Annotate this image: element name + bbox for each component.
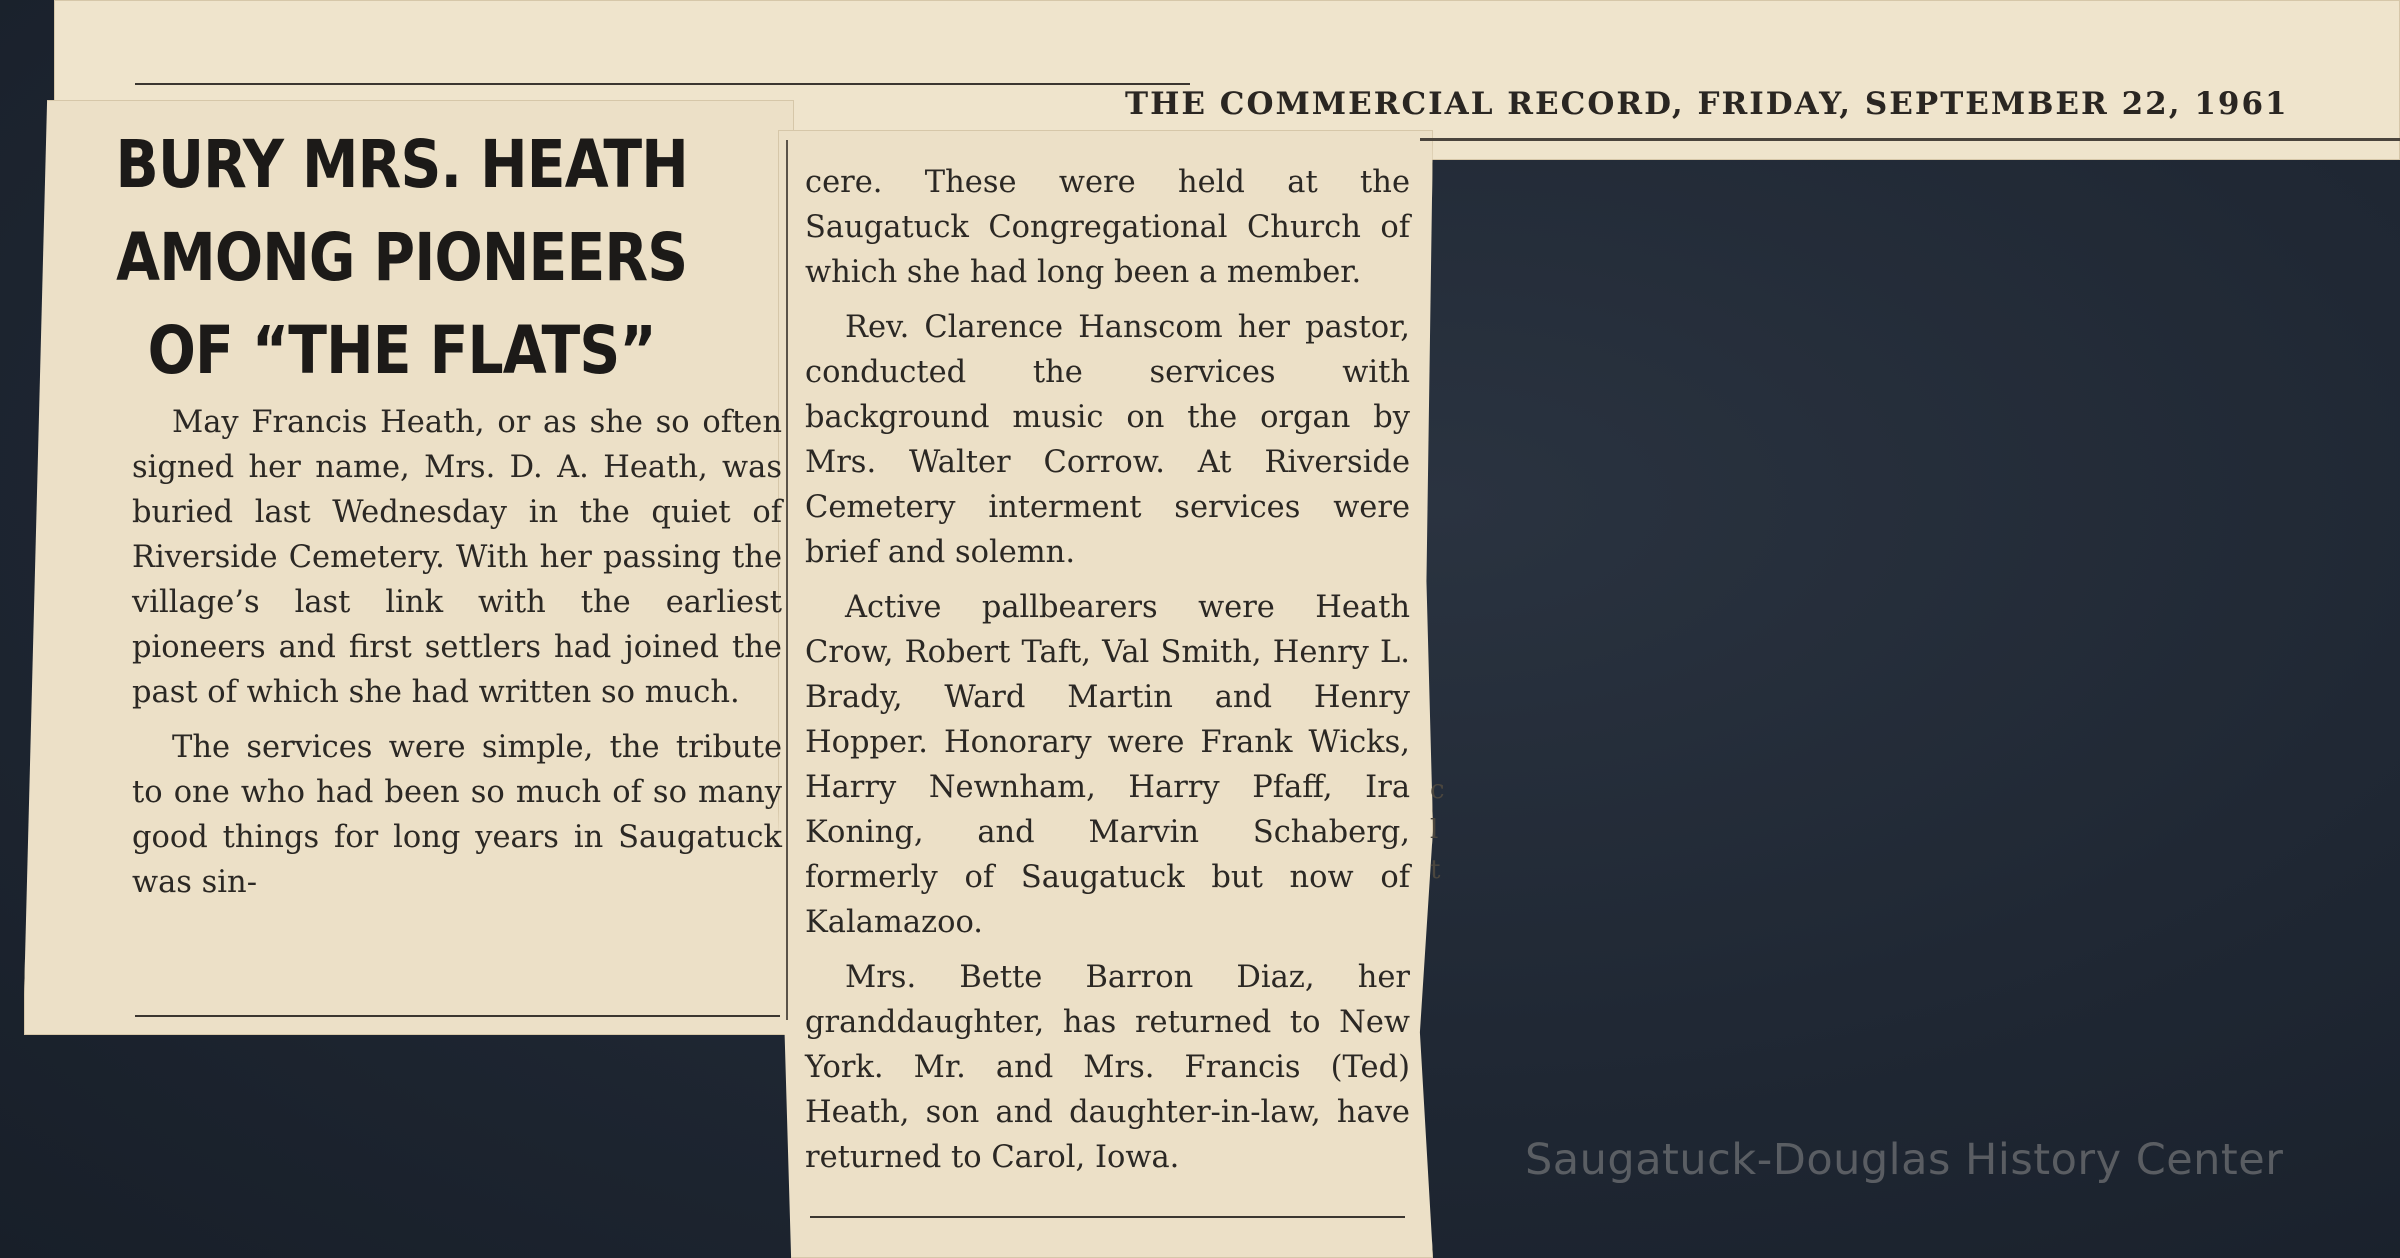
masthead: THE COMMERCIAL RECORD, FRIDAY, SEPTEMBER 22, 1961 bbox=[1125, 86, 2289, 122]
headline-line: BURY MRS. HEATH bbox=[115, 126, 688, 203]
left-column-text bbox=[132, 400, 782, 915]
watermark: Saugatuck-Douglas History Center bbox=[1525, 1135, 2284, 1185]
headline-line: OF “THE FLATS” bbox=[147, 312, 656, 389]
fragment-char: t bbox=[1430, 855, 1441, 885]
fragment-char: l bbox=[1430, 815, 1439, 845]
right-column-text bbox=[805, 160, 1410, 1190]
paragraph: Mrs. Bette Barron Diaz, her granddaughter, has returned to New York. Mr. and Mrs. Francis (Ted) Heath, son and daughter-in-law, have returned to Carol, Iowa. bbox=[805, 960, 1410, 1175]
paragraph: cere. These were held at the Saugatuck Congregational Church of which she had long been a member. bbox=[805, 165, 1410, 290]
masthead-underline bbox=[1420, 138, 2400, 141]
column-separator bbox=[786, 140, 788, 1020]
right-column-end-rule bbox=[810, 1216, 1405, 1218]
headline bbox=[105, 118, 698, 397]
masthead-rule bbox=[135, 83, 1190, 85]
paragraph: Rev. Clarence Hanscom her pastor, conducted the services with background music on the organ by Mrs. Walter Corrow. At Riverside Cemetery interment services were brief and solemn. bbox=[805, 310, 1410, 570]
paragraph: May Francis Heath, or as she so often signed her name, Mrs. D. A. Heath, was buried last Wednesday in the quiet of Riverside Cemetery. With her passing the village’s last link with the earliest pioneers and first settlers had joined the past of which she had written so much. bbox=[132, 405, 782, 710]
fragment-char: c bbox=[1430, 775, 1445, 805]
torn-edge-fragment bbox=[1430, 770, 1450, 890]
left-column-end-rule bbox=[135, 1015, 780, 1017]
paragraph: Active pallbearers were Heath Crow, Robert Taft, Val Smith, Henry L. Brady, Ward Martin and Henry Hopper. Honorary were Frank Wicks, Harry Newnham, Harry Pfaff, Ira Koning, and Marvin Schaberg, formerly of Saugatuck but now of Kalamazoo. bbox=[805, 590, 1410, 940]
headline-line: AMONG PIONEERS bbox=[116, 219, 688, 296]
paragraph: The services were simple, the tribute to one who had been so much of so many good things for long years in Saugatuck was sin- bbox=[132, 730, 782, 900]
